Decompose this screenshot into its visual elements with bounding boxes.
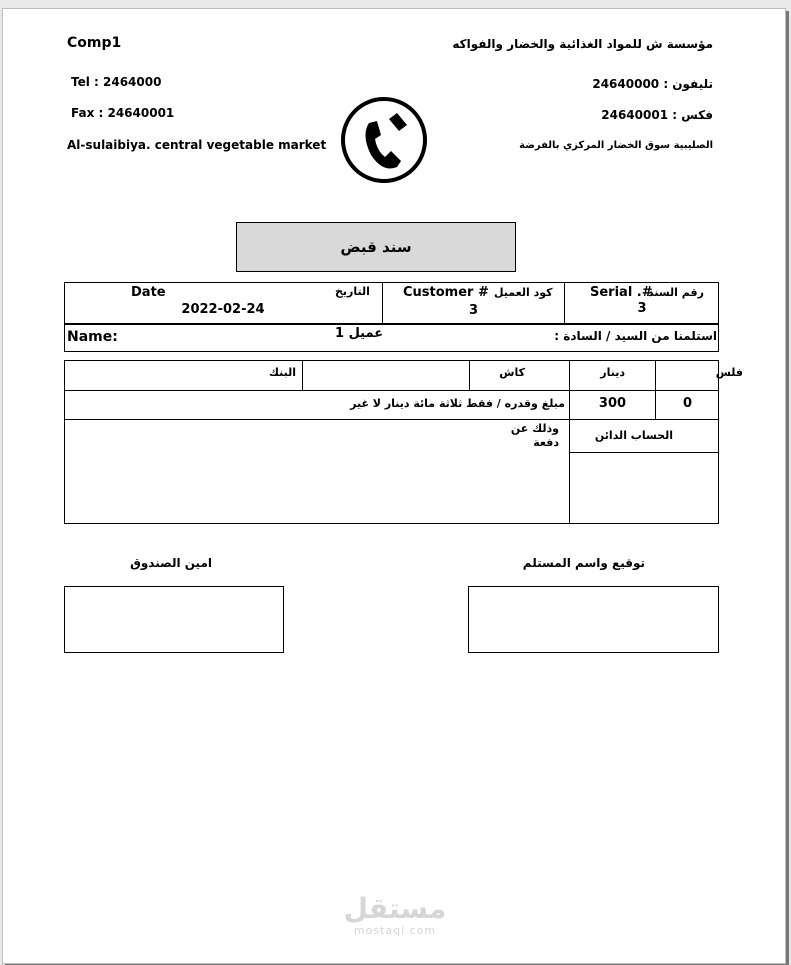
bank-label: البنك	[268, 366, 296, 379]
fax-en: Fax : 24640001	[71, 106, 175, 120]
customer-name-value: عميل 1	[335, 326, 384, 341]
customer-label-en: Customer #	[403, 285, 489, 300]
receiver-signature-box	[468, 586, 719, 653]
date-value: 2022-02-24	[181, 302, 265, 317]
cashier-signature-box	[64, 586, 284, 653]
reason-label: وذلك عن	[510, 422, 559, 435]
company-name-ar: مؤسسة ش للمواد الغذائية والخضار والفواكه	[452, 37, 713, 51]
fils-label: فلس	[715, 366, 743, 379]
dinar-label: دينار	[600, 366, 625, 379]
dinar-value: 300	[598, 396, 627, 411]
fax-ar: فكس : 24640001	[601, 108, 713, 122]
serial-label-en: Serial .#	[590, 285, 653, 300]
date-label-en: Date	[131, 285, 166, 300]
name-label-en: Name:	[67, 329, 118, 345]
serial-label-ar: رقم السند	[648, 286, 704, 299]
date-label-ar: التاريخ	[335, 285, 370, 298]
cashier-label: امين الصندوق	[130, 556, 212, 570]
customer-value: 3	[468, 303, 479, 318]
watermark-latin: mostaql.com	[353, 924, 437, 937]
watermark-logo	[303, 894, 487, 937]
serial-value: 3	[637, 301, 647, 316]
name-label-ar: استلمنا من السيد / السادة :	[554, 329, 717, 343]
payment-table	[64, 360, 719, 524]
address-ar: الصليبية سوق الخضار المركزي بالفرضة	[519, 140, 713, 151]
phone-icon	[339, 95, 429, 185]
address-en: Al-sulaibiya. central vegetable market	[67, 138, 327, 152]
cash-label: كاش	[499, 366, 525, 379]
document-title: سند قبض	[236, 222, 516, 272]
reason-value: دفعة	[533, 436, 559, 449]
fils-value: 0	[682, 396, 693, 411]
document-page	[2, 8, 786, 964]
tel-en: Tel : 2464000	[71, 75, 162, 89]
credit-account-label: الحساب الدائن	[594, 429, 673, 442]
company-name-en: Comp1	[67, 35, 122, 51]
amount-in-words: مبلغ وقدره / فقط ثلاثة مائة دينار لا غير	[350, 397, 565, 410]
customer-label-ar: كود العميل	[494, 286, 553, 299]
watermark-arabic: مستقل	[343, 892, 447, 925]
receiver-signature-label: توقيع واسم المستلم	[522, 556, 645, 570]
tel-ar: تليفون : 24640000	[592, 77, 713, 91]
